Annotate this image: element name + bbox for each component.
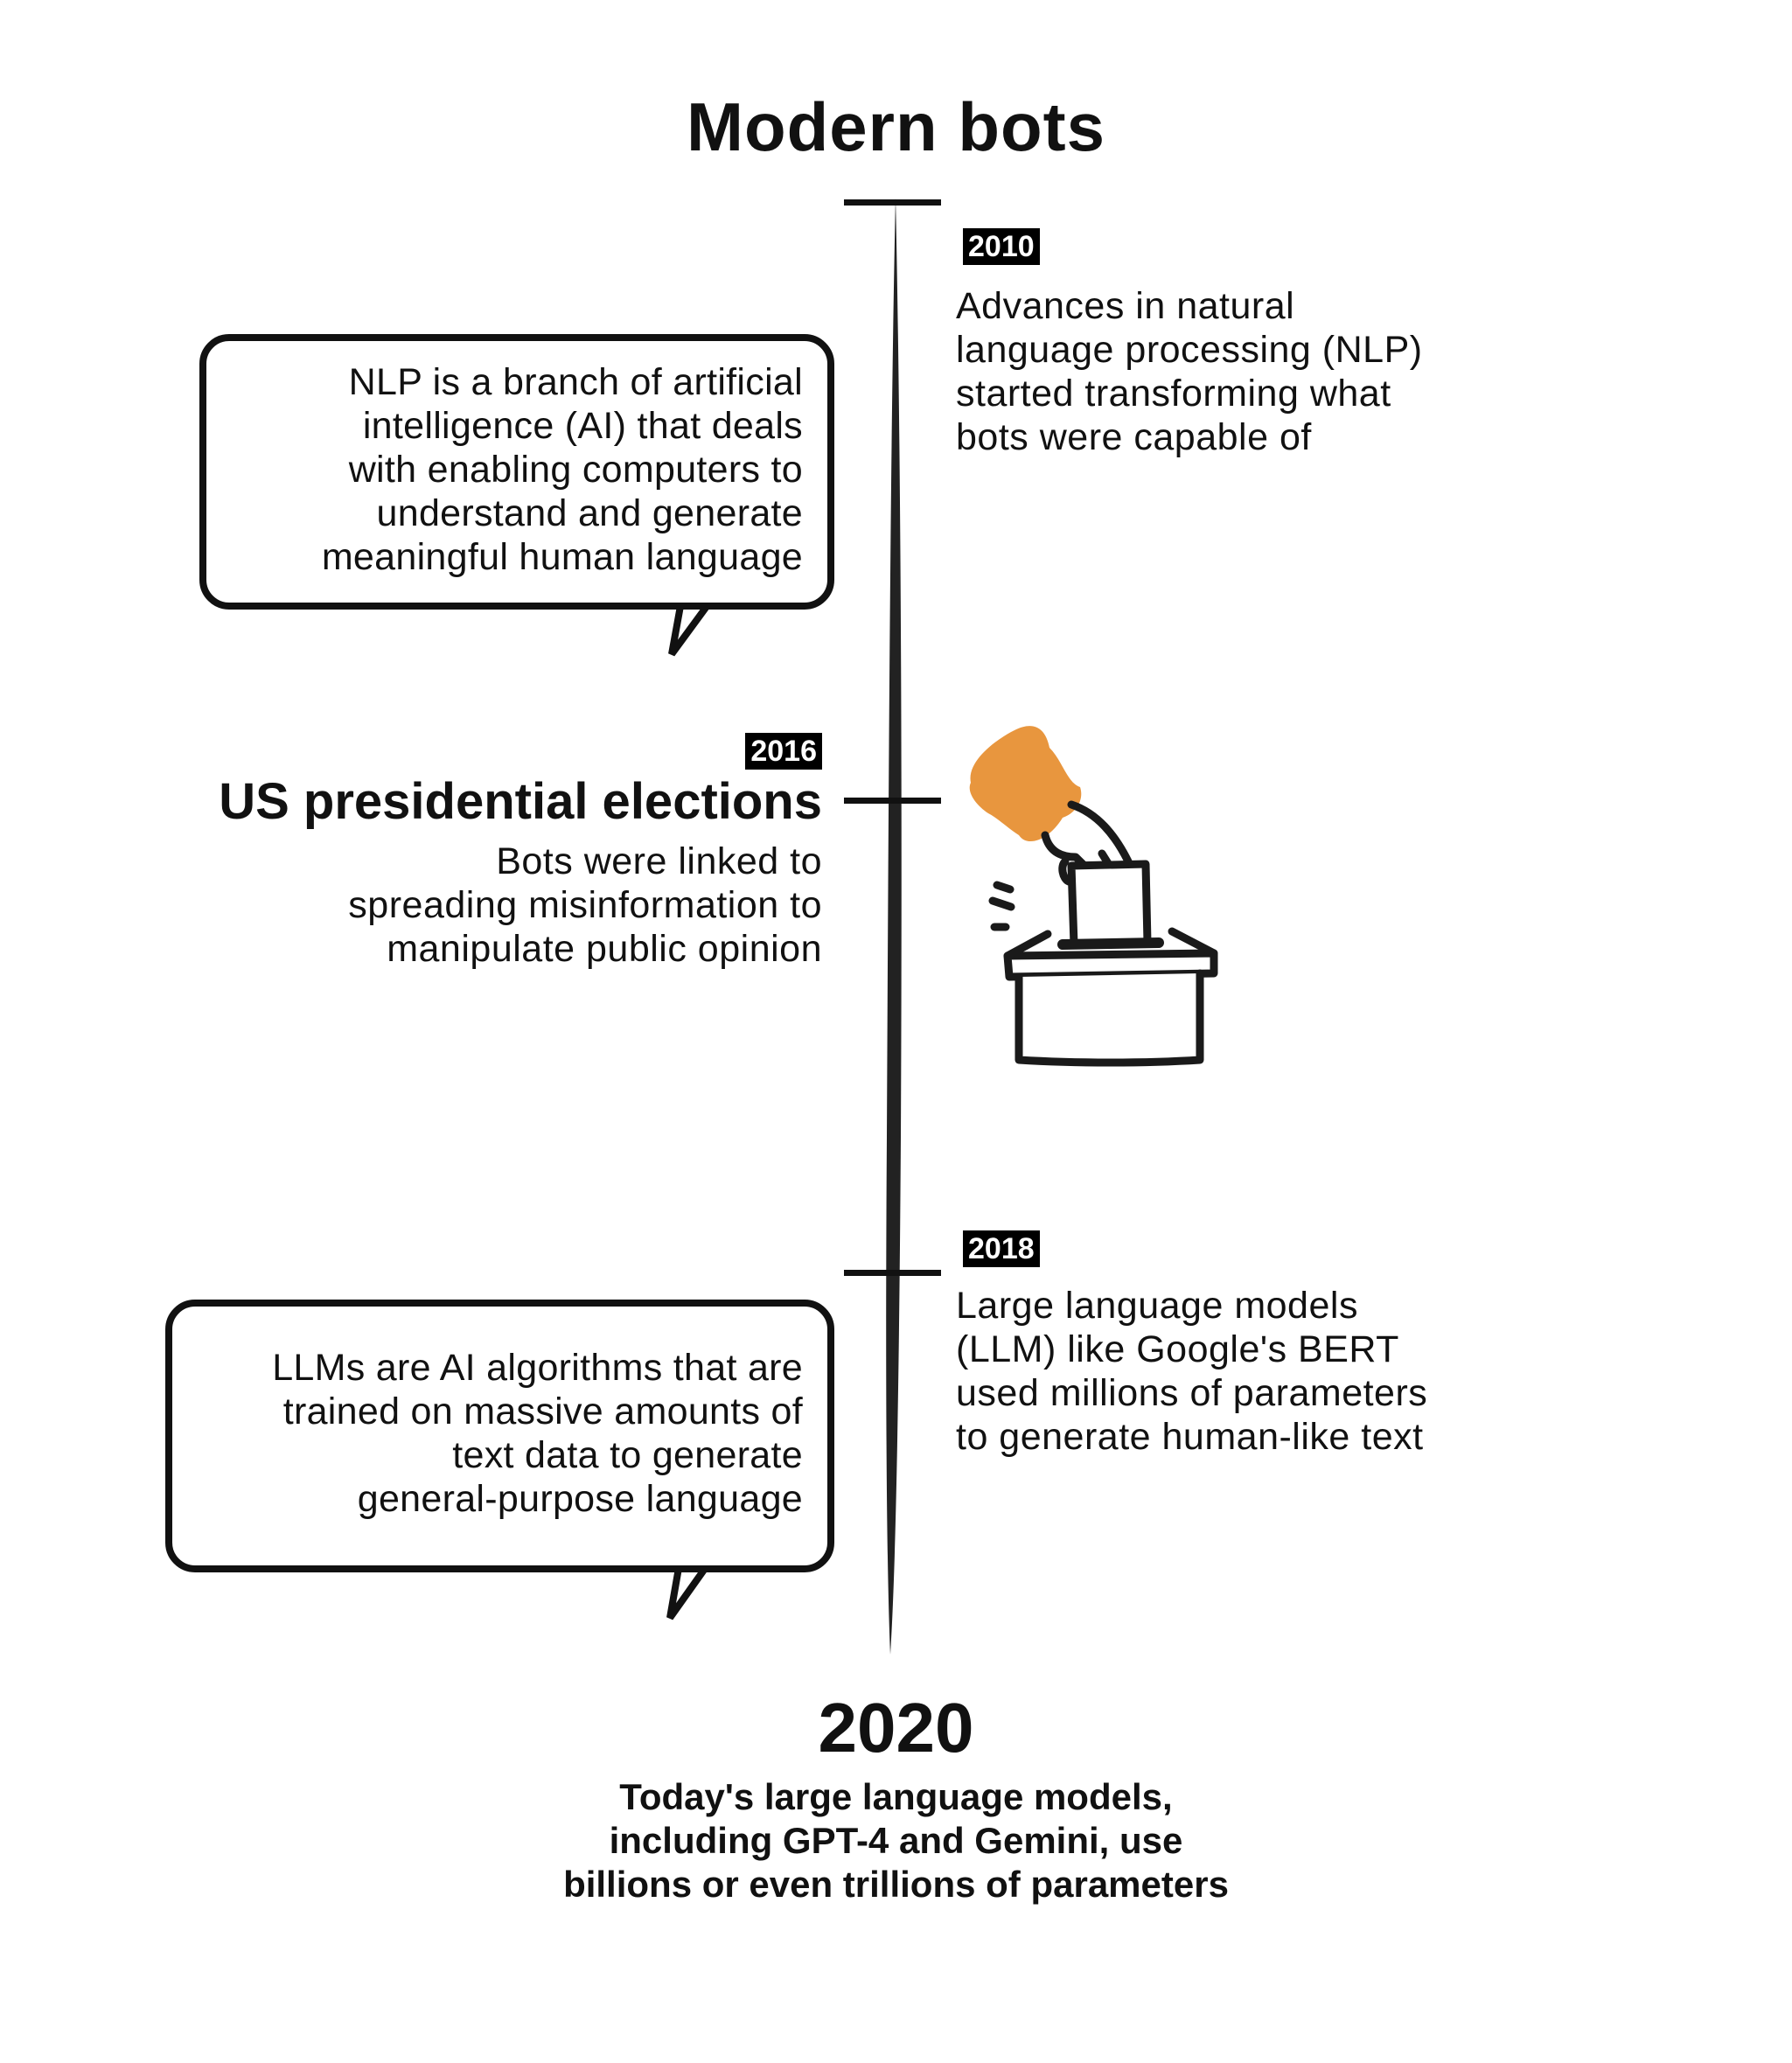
text-line: including GPT-4 and Gemini, use [609,1820,1183,1861]
text-line: manipulate public opinion [387,928,822,970]
text-line: text data to generate [452,1434,803,1476]
tick-2016 [844,798,941,804]
tick-2010 [844,199,941,206]
text-line: Advances in natural [956,285,1295,327]
hand-casting-ballot-icon [970,726,1214,1063]
tick-2018 [844,1270,941,1276]
text-line: Bots were linked to [496,840,822,882]
event-2010-description [956,284,1423,459]
year-badge-2010: 2010 [963,228,1040,265]
bubble-1-tail [672,602,710,654]
event-2020-description [0,1775,1792,1906]
timeline-line [886,198,902,1655]
text-line: trained on massive amounts of [282,1390,803,1432]
page-title: Modern bots [687,88,1105,165]
text-line: billions or even trillions of parameters [563,1864,1229,1905]
event-2016-description [348,840,822,971]
text-line: general-purpose language [357,1478,803,1520]
text-line: NLP is a branch of artificial [348,361,803,403]
text-line: started transforming what [956,373,1391,415]
event-2018-description [956,1284,1427,1459]
text-line: intelligence (AI) that deals [362,405,803,447]
text-line: bots were capable of [956,416,1312,458]
text-line: to generate human-like text [956,1416,1424,1458]
text-line: (LLM) like Google's BERT [956,1328,1399,1370]
text-line: LLMs are AI algorithms that are [272,1347,803,1389]
year-2020-heading: 2020 [818,1689,974,1767]
text-line: language processing (NLP) [956,329,1423,371]
text-line: Today's large language models, [619,1776,1173,1817]
event-2016-heading: US presidential elections [219,773,822,830]
text-line: used millions of parameters [956,1372,1428,1414]
text-line: spreading misinformation to [348,884,822,926]
text-line: meaningful human language [321,536,803,578]
text-line: with enabling computers to [348,449,803,491]
nlp-definition-bubble [199,334,834,610]
text-line: Large language models [956,1285,1358,1327]
year-badge-2016: 2016 [745,733,822,770]
year-badge-2018: 2018 [963,1230,1040,1267]
text-line: understand and generate [376,492,803,534]
llm-definition-bubble [165,1300,834,1572]
